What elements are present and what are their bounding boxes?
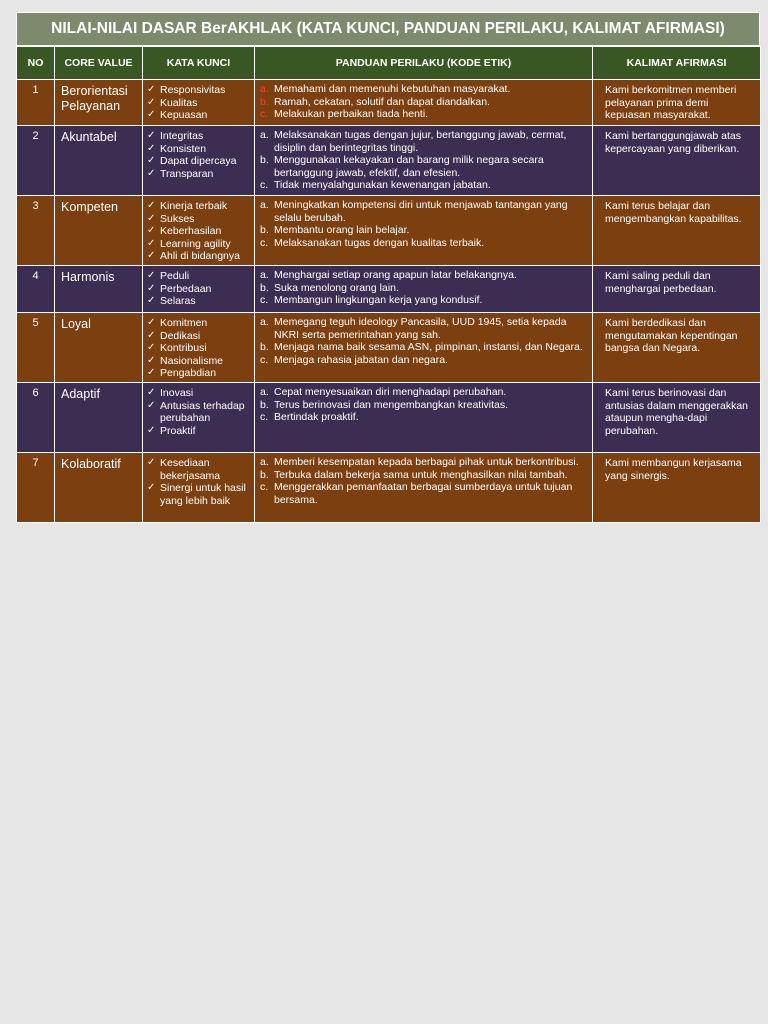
core-value-cell — [55, 80, 143, 126]
keyword-item — [147, 225, 252, 238]
guideline-letter: a. — [260, 386, 269, 398]
guideline-text: Terbuka dalam bekerja sama untuk menghasilkan nilai tambah. — [274, 468, 568, 481]
keyword-item — [147, 213, 252, 226]
guideline-letter: c. — [260, 294, 269, 306]
guideline-list — [260, 269, 588, 307]
guideline-text: Menghargai setiap orang apapun latar belakangnya. — [274, 269, 517, 281]
keyword-text: Selaras — [160, 295, 196, 307]
keyword-item — [147, 97, 252, 110]
guideline-letter: a. — [260, 83, 269, 95]
keyword-item — [147, 143, 252, 156]
guideline-text: Memegang teguh ideology Pancasila, UUD 1945, setia kepada NKRI serta pemerintahan yang sah. — [274, 316, 567, 341]
guideline-letter: b. — [260, 468, 269, 481]
row-number: 7 — [17, 453, 55, 523]
core-value-cell — [55, 126, 143, 196]
guideline-letter: c. — [260, 108, 269, 120]
kalimat-afirmasi-cell: Kami berdedikasi dan mengutamakan kepentingan bangsa dan Negara. — [593, 313, 761, 383]
keyword-item — [147, 387, 252, 400]
checkmark-icon: ✓ — [147, 200, 156, 211]
keyword-text: Ahli di bidangnya — [160, 250, 240, 262]
checkmark-icon: ✓ — [147, 317, 156, 328]
guideline-letter: c. — [260, 353, 269, 366]
guideline-letter: b. — [260, 224, 269, 236]
core-value-text: Loyal — [61, 317, 91, 331]
guideline-letter: a. — [260, 316, 269, 328]
keyword-item — [147, 109, 252, 122]
keyword-text: Transparan — [160, 167, 214, 180]
keyword-list — [147, 317, 252, 380]
header-panduan-perilaku: PANDUAN PERILAKU (KODE ETIK) — [255, 47, 593, 80]
keyword-list — [147, 130, 252, 180]
guideline-item — [260, 108, 588, 121]
keyword-text: Antusias terhadap perubahan — [160, 399, 245, 424]
checkmark-icon: ✓ — [147, 282, 156, 294]
guideline-item — [260, 179, 588, 192]
guideline-text: Membangun lingkungan kerja yang kondusif. — [274, 294, 483, 306]
keyword-text: Integritas — [160, 130, 204, 142]
keyword-text: Responsivitas — [160, 84, 226, 96]
table-row — [17, 80, 761, 126]
kalimat-afirmasi-cell: Kami berkomitmen memberi pelayanan prima demi kepuasan masyarakat. — [593, 80, 761, 126]
guideline-letter: b. — [260, 95, 269, 108]
checkmark-icon: ✓ — [147, 96, 156, 108]
row-number: 6 — [17, 383, 55, 453]
header-no: NO — [17, 47, 55, 80]
kata-kunci-cell — [143, 453, 255, 523]
guideline-item — [260, 282, 588, 295]
keyword-item — [147, 295, 252, 308]
keyword-item — [147, 155, 252, 168]
kalimat-afirmasi-cell: Kami membangun kerjasama yang sinergis. — [593, 453, 761, 523]
checkmark-icon: ✓ — [147, 109, 156, 120]
guideline-item — [260, 481, 588, 506]
guideline-letter: a. — [260, 129, 269, 141]
guideline-letter: a. — [260, 199, 269, 211]
page-title: NILAI-NILAI DASAR BerAKHLAK (KATA KUNCI, PANDUAN PERILAKU, KALIMAT AFIRMASI) — [16, 12, 760, 46]
checkmark-icon: ✓ — [147, 457, 156, 468]
values-table — [16, 46, 761, 523]
keyword-text: Dapat dipercaya — [160, 155, 237, 167]
checkmark-icon: ✓ — [147, 155, 156, 166]
keyword-item — [147, 457, 252, 482]
guideline-letter: b. — [260, 398, 269, 411]
guideline-letter: b. — [260, 341, 269, 353]
core-value-text: Akuntabel — [61, 130, 117, 144]
header-core-value: CORE VALUE — [55, 47, 143, 80]
core-value-text: Adaptif — [61, 387, 100, 401]
keyword-item — [147, 330, 252, 343]
checkmark-icon: ✓ — [147, 354, 156, 366]
kalimat-afirmasi-cell: Kami saling peduli dan menghargai perbedaan. — [593, 266, 761, 313]
guideline-letter: c. — [260, 411, 269, 423]
guideline-item — [260, 199, 588, 224]
checkmark-icon: ✓ — [147, 84, 156, 95]
keyword-text: Kepuasan — [160, 109, 208, 121]
keyword-item — [147, 482, 252, 507]
guideline-text: Cepat menyesuaikan diri menghadapi perubahan. — [274, 386, 507, 398]
keyword-item — [147, 270, 252, 283]
keyword-text: Kontribusi — [160, 342, 207, 354]
keyword-text: Sukses — [160, 212, 195, 225]
guideline-item — [260, 411, 588, 424]
keyword-text: Kinerja terbaik — [160, 200, 228, 212]
keyword-item — [147, 130, 252, 143]
keyword-list — [147, 270, 252, 308]
guideline-list — [260, 316, 588, 366]
guideline-item — [260, 129, 588, 154]
kata-kunci-cell — [143, 196, 255, 266]
kata-kunci-cell — [143, 266, 255, 313]
guideline-item — [260, 354, 588, 367]
guideline-text: Memahami dan memenuhi kebutuhan masyarakat. — [274, 83, 511, 95]
table-row — [17, 266, 761, 313]
guideline-text: Bertindak proaktif. — [274, 411, 359, 423]
guideline-item — [260, 294, 588, 307]
checkmark-icon: ✓ — [147, 237, 156, 249]
checkmark-icon: ✓ — [147, 142, 156, 154]
kata-kunci-cell — [143, 383, 255, 453]
guideline-text: Tidak menyalahgunakan kewenangan jabatan. — [274, 179, 491, 191]
keyword-item — [147, 250, 252, 263]
core-value-cell — [55, 453, 143, 523]
checkmark-icon: ✓ — [147, 250, 156, 261]
row-number: 3 — [17, 196, 55, 266]
panduan-perilaku-cell — [255, 196, 593, 266]
guideline-text: Menggerakkan pemanfaatan berbagai sumberdaya untuk tujuan bersama. — [274, 481, 573, 506]
guideline-letter: c. — [260, 481, 269, 493]
guideline-item — [260, 341, 588, 354]
kalimat-afirmasi-cell: Kami terus belajar dan mengembangkan kapabilitas. — [593, 196, 761, 266]
keyword-text: Dedikasi — [160, 329, 201, 342]
guideline-item — [260, 399, 588, 412]
checkmark-icon: ✓ — [147, 342, 156, 353]
guideline-item — [260, 386, 588, 399]
keyword-text: Konsisten — [160, 142, 207, 155]
core-value-text: Kompeten — [61, 200, 118, 214]
guideline-text: Ramah, cekatan, solutif dan dapat diandalkan. — [274, 95, 490, 108]
guideline-text: Menjaga nama baik sesama ASN, pimpinan, instansi, dan Negara. — [274, 341, 583, 353]
core-value-cell — [55, 383, 143, 453]
table-row — [17, 383, 761, 453]
keyword-text: Komitmen — [160, 317, 208, 329]
guideline-text: Suka menolong orang lain. — [274, 281, 399, 294]
checkmark-icon: ✓ — [147, 367, 156, 378]
checkmark-icon: ✓ — [147, 399, 156, 411]
core-value-text: Pelayanan — [61, 99, 121, 113]
keyword-text: Learning agility — [160, 237, 231, 250]
core-value-cell — [55, 313, 143, 383]
checkmark-icon: ✓ — [147, 167, 156, 179]
keyword-text: Inovasi — [160, 387, 194, 399]
keyword-item — [147, 168, 252, 181]
guideline-text: Meningkatkan kompetensi diri untuk menjawab tantangan yang selalu berubah. — [274, 199, 568, 224]
guideline-letter: b. — [260, 154, 269, 166]
core-value-cell — [55, 266, 143, 313]
guideline-item — [260, 469, 588, 482]
core-value-text: Kolaboratif — [61, 457, 121, 471]
panduan-perilaku-cell — [255, 126, 593, 196]
guideline-item — [260, 224, 588, 237]
guideline-letter: a. — [260, 456, 269, 468]
keyword-text: Sinergi untuk hasil yang lebih baik — [160, 482, 246, 507]
panduan-perilaku-cell — [255, 80, 593, 126]
keyword-item — [147, 355, 252, 368]
core-value-text: Berorientasi — [61, 84, 128, 98]
document-page — [16, 12, 760, 523]
checkmark-icon: ✓ — [147, 130, 156, 141]
checkmark-icon: ✓ — [147, 295, 156, 306]
guideline-text: Memberi kesempatan kepada berbagai pihak untuk berkontribusi. — [274, 456, 579, 468]
guideline-list — [260, 199, 588, 249]
panduan-perilaku-cell — [255, 266, 593, 313]
keyword-text: Pengabdian — [160, 367, 217, 379]
guideline-item — [260, 269, 588, 282]
header-kalimat-afirmasi: KALIMAT AFIRMASI — [593, 47, 761, 80]
guideline-letter: b. — [260, 281, 269, 294]
keyword-list — [147, 387, 252, 437]
panduan-perilaku-cell — [255, 383, 593, 453]
guideline-list — [260, 129, 588, 192]
keyword-text: Perbedaan — [160, 282, 212, 295]
checkmark-icon: ✓ — [147, 212, 156, 224]
guideline-list — [260, 386, 588, 424]
guideline-text: Melakukan perbaikan tiada henti. — [274, 108, 429, 120]
keyword-item — [147, 84, 252, 97]
guideline-text: Melaksanakan tugas dengan kualitas terbaik. — [274, 236, 485, 249]
panduan-perilaku-cell — [255, 453, 593, 523]
guideline-item — [260, 456, 588, 469]
table-header-row — [17, 47, 761, 80]
guideline-letter: a. — [260, 269, 269, 281]
checkmark-icon: ✓ — [147, 387, 156, 398]
keyword-text: Peduli — [160, 270, 190, 282]
keyword-list — [147, 200, 252, 263]
keyword-text: Kesediaan bekerjasama — [160, 457, 221, 482]
table-row — [17, 313, 761, 383]
guideline-text: Membantu orang lain belajar. — [274, 224, 410, 236]
kata-kunci-cell — [143, 80, 255, 126]
keyword-list — [147, 457, 252, 507]
keyword-item — [147, 425, 252, 438]
checkmark-icon: ✓ — [147, 270, 156, 281]
row-number: 5 — [17, 313, 55, 383]
guideline-text: Melaksanakan tugas dengan jujur, bertanggung jawab, cermat, disiplin dan berintegritas tinggi. — [274, 129, 567, 154]
core-value-text: Harmonis — [61, 270, 115, 284]
table-row — [17, 196, 761, 266]
kata-kunci-cell — [143, 126, 255, 196]
row-number: 1 — [17, 80, 55, 126]
keyword-item — [147, 317, 252, 330]
checkmark-icon: ✓ — [147, 482, 156, 493]
guideline-item — [260, 237, 588, 250]
guideline-list — [260, 456, 588, 506]
panduan-perilaku-cell — [255, 313, 593, 383]
guideline-list — [260, 83, 588, 121]
guideline-item — [260, 154, 588, 179]
keyword-item — [147, 238, 252, 251]
guideline-text: Terus berinovasi dan mengembangkan kreativitas. — [274, 398, 509, 411]
keyword-text: Nasionalisme — [160, 354, 224, 367]
keyword-text: Proaktif — [160, 424, 196, 437]
row-number: 2 — [17, 126, 55, 196]
header-kata-kunci: KATA KUNCI — [143, 47, 255, 80]
keyword-item — [147, 342, 252, 355]
keyword-text: Keberhasilan — [160, 225, 222, 237]
guideline-text: Menggunakan kekayakan dan barang milik negara secara bertanggung jawab, efektif, dan efesien. — [274, 154, 544, 179]
keyword-item — [147, 283, 252, 296]
checkmark-icon: ✓ — [147, 329, 156, 341]
guideline-item — [260, 96, 588, 109]
kata-kunci-cell — [143, 313, 255, 383]
checkmark-icon: ✓ — [147, 424, 156, 436]
keyword-item — [147, 200, 252, 213]
table-row — [17, 453, 761, 523]
guideline-text: Menjaga rahasia jabatan dan negara. — [274, 353, 448, 366]
kalimat-afirmasi-cell: Kami terus berinovasi dan antusias dalam menggerakkan ataupun mengha-dapi perubahan. — [593, 383, 761, 453]
guideline-item — [260, 316, 588, 341]
kalimat-afirmasi-cell: Kami bertanggungjawab atas kepercayaan yang diberikan. — [593, 126, 761, 196]
guideline-item — [260, 83, 588, 96]
keyword-text: Kualitas — [160, 96, 198, 109]
table-row — [17, 126, 761, 196]
keyword-item — [147, 367, 252, 380]
checkmark-icon: ✓ — [147, 225, 156, 236]
keyword-item — [147, 400, 252, 425]
guideline-letter: c. — [260, 236, 269, 249]
row-number: 4 — [17, 266, 55, 313]
keyword-list — [147, 84, 252, 122]
guideline-letter: c. — [260, 179, 269, 191]
core-value-cell — [55, 196, 143, 266]
